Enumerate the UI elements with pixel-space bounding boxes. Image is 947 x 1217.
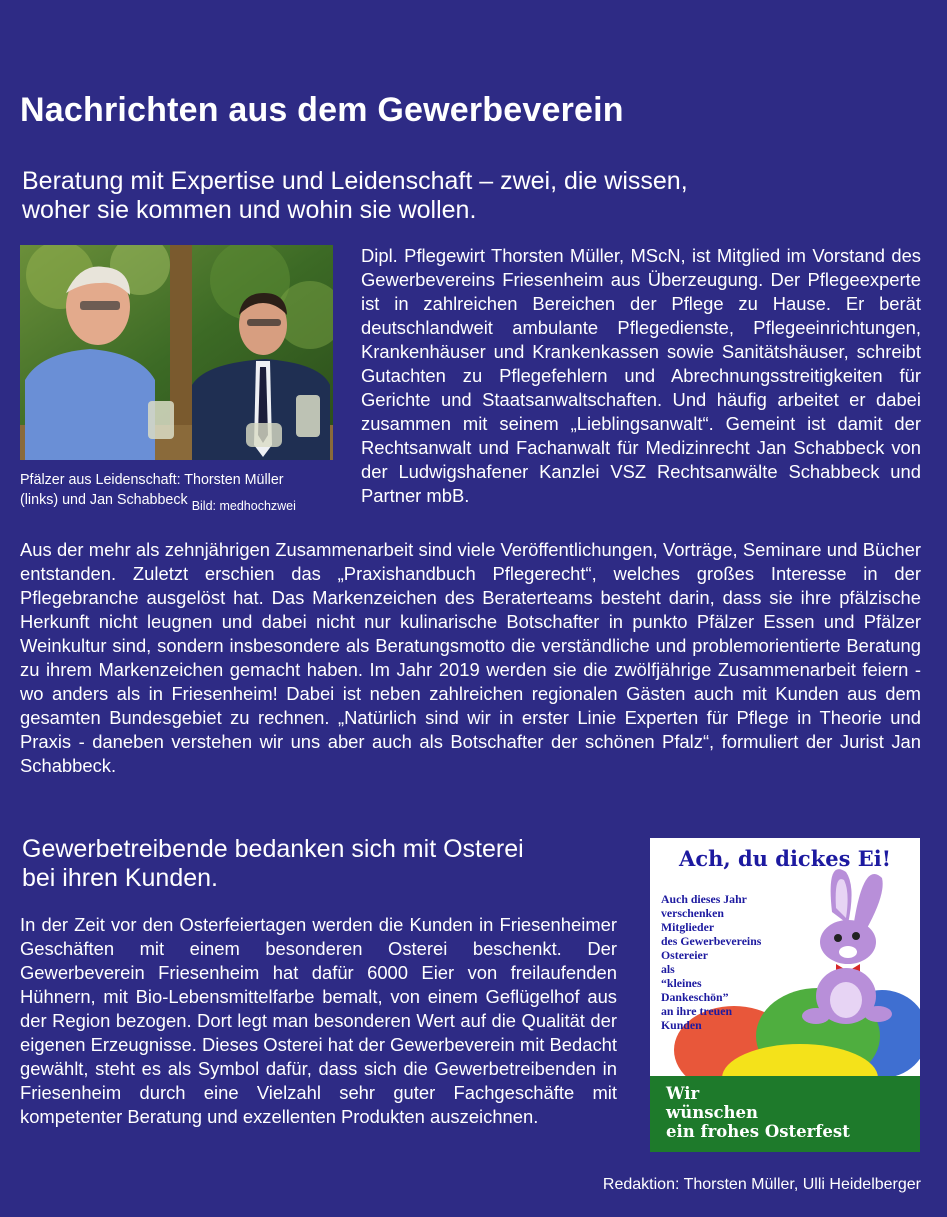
article1-photo — [20, 245, 333, 460]
poster-line: Mitglieder — [661, 920, 715, 934]
footer-credit: Redaktion: Thorsten Müller, Ulli Heidelberger — [602, 1176, 921, 1193]
poster-message — [661, 892, 811, 1032]
poster-line: Dankeschön” — [661, 990, 729, 1004]
poster-wish-line3: ein frohes Osterfest — [666, 1122, 850, 1141]
article2-body: In der Zeit vor den Osterfeiertagen werden die Kunden in Friesenheimer Geschäften mit einem besonderen Osterei beschenkt. Der Gewerbeverein Friesenheim hat dafür 6000 Eier von freilaufenden Hühnern, mit Bio-Lebensmittelfarbe bemalt, von einem Geflügelhof aus der Region bezogen. Dort legt man besonderen Wert auf die Qualität der eigenen Erzeugnisse. Dieses Osterei hat der Gewerbeverein mit Bedacht gewählt, steht es als Symbol dafür, dass sich die Gewerbetreibenden in Friesenheim durch eine Vielzahl sehr guter Fachgeschäfte mit kompetenter Beratung und exzellenten Produkten auszeichnen. — [20, 914, 617, 1127]
poster-wish-line1: Wir — [666, 1084, 700, 1103]
poster-line: verschenken — [661, 906, 724, 920]
article2-subtitle — [22, 835, 632, 893]
poster-line: des Gewerbevereins — [661, 934, 762, 948]
poster-wish-line2: wünschen — [666, 1103, 759, 1122]
poster-line: als — [661, 962, 675, 976]
article2-subtitle-line1: Gewerbetreibende bedanken sich mit Osterei — [22, 835, 524, 863]
poster-line: an ihre treuen — [661, 1004, 733, 1018]
article1-body-part2: Aus der mehr als zehnjährigen Zusammenarbeit sind viele Veröffentlichungen, Vorträge, Seminare und Bücher entstanden. Zuletzt erschien das „Praxishandbuch Pflegerecht“, welches großes Interesse in der Pflegebranche ausgelöst hat. Das Markenzeichen des Beraterteams besteht darin, dass sie ihre pfälzische Herkunft nicht leugnen und dabei nicht nur kulinarische Botschafter in punkto Pfälzer Essen und Pfälzer Weinkultur sind, sondern insbesondere als Beratungsmotto die verständliche und problemorientierte Beratung zu ihrem Markenzeichen gemacht haben. Im Jahr 2019 werden sie die zwölfjährige Zusammenarbeit feiern - wo anders als in Friesenheim! Dabei ist neben zahlreichen regionalen Gästen auch mit Kunden aus dem gesamten Bundesgebiet zu rechnen. „Natürlich sind wir in erster Linie Experten für Pflege in Theorie und Praxis - daneben verstehen wir uns aber auch als Botschafter der schönen Pfalz“, formuliert der Jurist Jan Schabbeck. — [20, 539, 921, 776]
easter-poster — [650, 838, 920, 1152]
article1-subtitle — [22, 167, 842, 225]
photo-caption-line2: (links) und Jan Schabbeck — [20, 492, 188, 508]
article1-subtitle-line1: Beratung mit Expertise und Leidenschaft – zwei, die wissen, — [22, 167, 688, 195]
poster-line: Ostereier — [661, 948, 708, 962]
article1-body-part1: Dipl. Pflegewirt Thorsten Müller, MScN, ist Mitglied im Vorstand des Gewerbevereins Friesenheim aus Überzeugung. Der Pflegeexperte ist in zahlreichen Bereichen der Pflege zu Hause. Er berät deutschlandweit ambulante Pflegedienste, Pflegeeinrichtungen, Krankenhäuser und Krankenkassen sowie Sanitätshäuser, schreibt Gutachten zu Pflegefehlern und Abrechnungsstreitigkeiten für Gerichte und Staatsanwaltschaften. Und häufig arbeitet er dabei zusammen mit seinem „Lieblingsanwalt“. Gemeint ist damit der Rechtsanwalt und Fachanwalt für Medizinrecht Jan Schabbeck von der Ludwigshafener Kanzlei VSZ Rechtsanwälte Schabbeck und Partner mbB. — [361, 245, 921, 506]
article1-subtitle-line2: woher sie kommen und wohin sie wollen. — [22, 196, 477, 224]
photo-caption-line1: Pfälzer aus Leidenschaft: Thorsten Müller — [20, 472, 284, 488]
poster-title: Ach, du dickes Ei! — [679, 846, 891, 871]
photo-two-men-illustration — [20, 245, 333, 460]
poster-line: Kunden — [661, 1018, 702, 1032]
photo-credit: Bild: medhochzwei — [191, 499, 296, 513]
page-title: Nachrichten aus dem Gewerbeverein — [20, 91, 624, 129]
poster-wish — [666, 1084, 916, 1141]
poster-line: “kleines — [661, 976, 702, 990]
photo-caption — [20, 470, 340, 513]
article2-subtitle-line2: bei ihren Kunden. — [22, 864, 218, 892]
poster-line: Auch dieses Jahr — [661, 892, 747, 906]
